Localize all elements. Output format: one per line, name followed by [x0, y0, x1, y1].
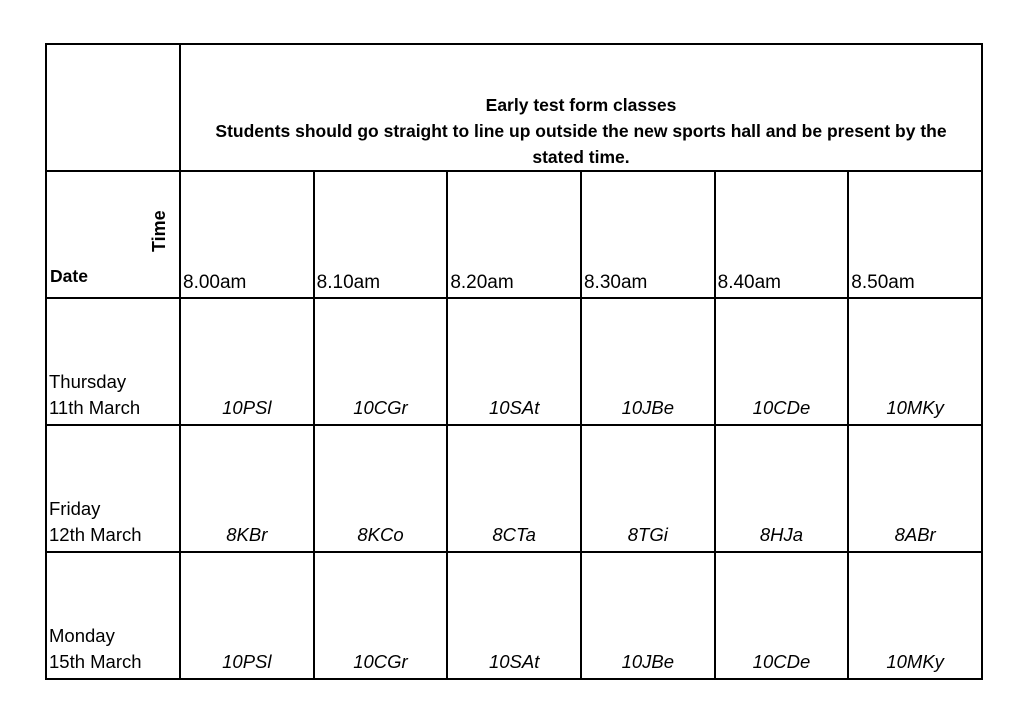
time-slot: 8.00am [183, 272, 247, 293]
form-class-cell: 8ABr [848, 425, 982, 552]
form-class-cell: 10MKy [848, 552, 982, 679]
form-class-cell: 10SAt [447, 552, 581, 679]
form-class-cell: 10CDe [715, 552, 849, 679]
time-header-row [46, 171, 982, 298]
instructions-line-2: stated time. [532, 147, 630, 167]
form-class-cell: 8KCo [314, 425, 448, 552]
weekday: Friday [49, 498, 101, 519]
form-class-cell: 10JBe [581, 552, 715, 679]
form-class-cell: 10PSl [180, 298, 314, 425]
form-class-cell: 10MKy [848, 298, 982, 425]
timetable [45, 43, 983, 680]
day-row-monday [46, 552, 982, 679]
form-class-cell: 10JBe [581, 298, 715, 425]
day-row-friday [46, 425, 982, 552]
time-slot-cell [715, 171, 849, 298]
day-cell [46, 552, 180, 679]
time-slot-cell [581, 171, 715, 298]
time-slot: 8.40am [717, 272, 781, 293]
time-date-corner-cell [46, 171, 180, 298]
time-slot: 8.30am [583, 272, 648, 293]
time-slot-cell [447, 171, 581, 298]
date: 15th March [49, 651, 142, 672]
blank-corner-cell [46, 44, 180, 171]
date-axis-label: Date [50, 266, 88, 286]
table-title: Early test form classes [485, 95, 677, 115]
form-class-cell: 10CGr [314, 298, 448, 425]
instructions-line-1: Students should go straight to line up outside the new sports hall and be present by the [215, 121, 947, 141]
time-slot: 8.20am [450, 272, 514, 293]
form-class-cell: 10CDe [715, 298, 849, 425]
time-slot-cell [180, 171, 314, 298]
form-class-cell: 8TGi [581, 425, 715, 552]
title-row [46, 44, 982, 171]
day-row-thursday [46, 298, 982, 425]
time-axis-label: Time [149, 210, 169, 252]
date: 11th March [49, 397, 141, 418]
form-class-cell: 8KBr [180, 425, 314, 552]
form-class-cell: 10SAt [447, 298, 581, 425]
title-cell [180, 44, 982, 171]
time-slot-cell [314, 171, 448, 298]
weekday: Thursday [49, 371, 127, 392]
day-cell [46, 298, 180, 425]
form-class-cell: 10CGr [314, 552, 448, 679]
form-class-cell: 8CTa [447, 425, 581, 552]
time-slot: 8.50am [851, 272, 915, 293]
time-slot: 8.10am [316, 272, 381, 293]
date: 12th March [49, 524, 142, 545]
form-class-cell: 10PSl [180, 552, 314, 679]
time-slot-cell [848, 171, 982, 298]
day-cell [46, 425, 180, 552]
weekday: Monday [49, 625, 115, 646]
form-class-cell: 8HJa [715, 425, 849, 552]
